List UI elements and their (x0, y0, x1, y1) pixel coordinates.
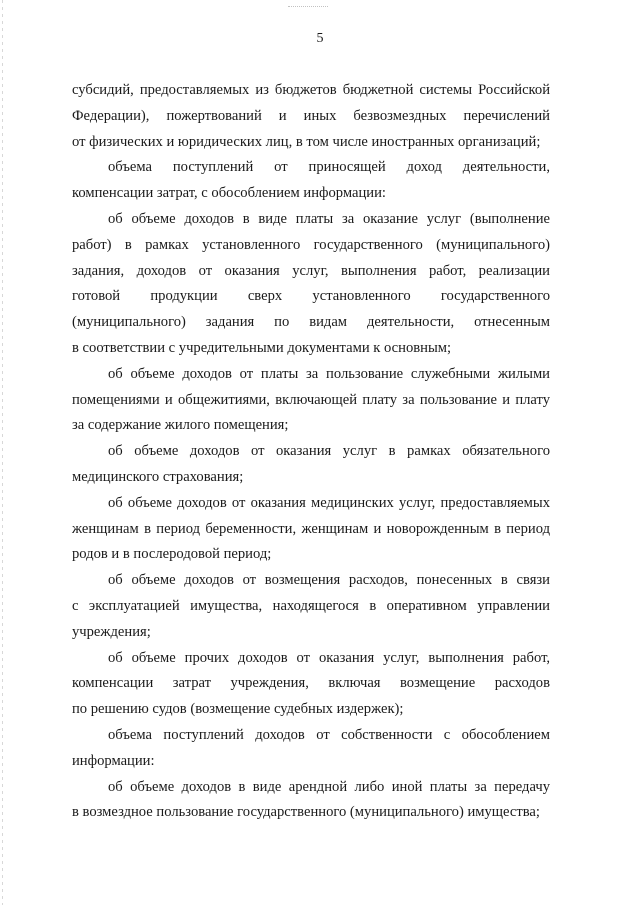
text-line: по решению судов (возмещение судебных издержек); (72, 701, 404, 718)
paragraph (72, 207, 550, 362)
text-line: об объеме прочих доходов от оказания услуг, выполнения работ, (108, 649, 550, 666)
text-line: (муниципального) задания по видам деятельности, отнесенным (72, 314, 550, 331)
text-line: помещениями и общежитиями, включающей плату за пользование и плату (72, 391, 550, 408)
scan-top-artifact (288, 0, 328, 7)
text-line: объема поступлений от приносящей доход деятельности, (108, 159, 550, 176)
paragraph (72, 362, 550, 439)
paragraph (72, 568, 550, 645)
text-line: об объеме доходов от оказания медицинских услуг, предоставляемых (108, 494, 550, 511)
text-line: родов и в послеродовой период; (72, 546, 272, 563)
text-line: Федерации), пожертвований и иных безвозмездных перечислений (72, 107, 550, 124)
text-line: об объеме доходов от оказания услуг в рамках обязательного (108, 443, 550, 460)
text-line: об объеме доходов от возмещения расходов, понесенных в связи (108, 572, 550, 589)
paragraph (72, 78, 550, 155)
paragraph (72, 155, 550, 207)
scan-edge-artifact (2, 0, 3, 905)
text-line: работ) в рамках установленного государственного (муниципального) (72, 236, 550, 253)
text-line: компенсации затрат, с обособлением информации: (72, 185, 386, 202)
text-line: в соответствии с учредительными документами к основным; (72, 339, 452, 356)
paragraph (72, 723, 550, 775)
text-line: об объеме доходов от платы за пользование служебными жилыми (108, 365, 550, 382)
paragraph (72, 439, 550, 491)
text-line: объема поступлений доходов от собственности с обособлением (108, 726, 550, 743)
paragraph (72, 775, 550, 827)
text-line: от физических и юридических лиц, в том числе иностранных организаций; (72, 133, 541, 150)
text-line: за содержание жилого помещения; (72, 417, 289, 434)
text-line: об объеме доходов в виде платы за оказание услуг (выполнение (108, 210, 550, 227)
paragraph (72, 491, 550, 568)
text-line: компенсации затрат учреждения, включая возмещение расходов (72, 675, 550, 692)
text-line: в возмездное пользование государственного (муниципального) имущества; (72, 804, 540, 821)
document-body (72, 78, 550, 826)
text-line: женщинам в период беременности, женщинам и новорожденным в период (72, 520, 550, 537)
text-line: субсидий, предоставляемых из бюджетов бюджетной системы Российской (72, 82, 550, 98)
page-number: 5 (316, 31, 324, 46)
text-line: информации: (72, 752, 155, 769)
text-line: задания, доходов от оказания услуг, выполнения работ, реализации (72, 262, 550, 279)
text-line: учреждения; (72, 623, 151, 640)
text-line: об объеме доходов в виде арендной либо иной платы за передачу (108, 778, 550, 795)
text-line: медицинского страхования; (72, 468, 244, 485)
text-line: с эксплуатацией имущества, находящегося в оперативном управлении (72, 597, 550, 614)
text-line: готовой продукции сверх установленного государственного (72, 288, 550, 305)
paragraph (72, 646, 550, 723)
